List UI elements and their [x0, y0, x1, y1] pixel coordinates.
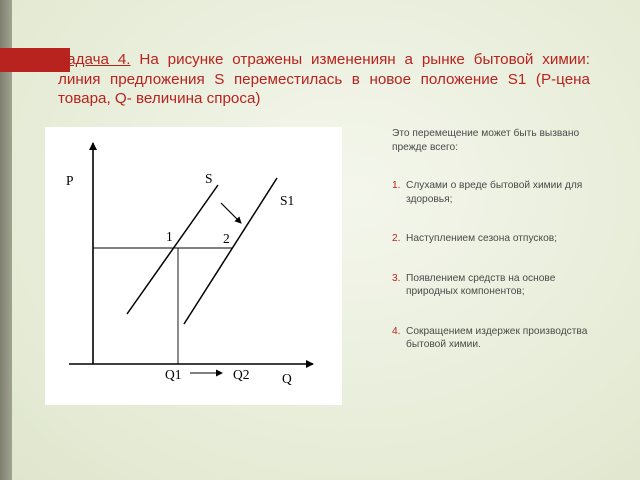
- answer-number: 2.: [392, 233, 401, 244]
- supply-shift-graph: [45, 127, 342, 405]
- task-title: [58, 50, 590, 109]
- answer-item: [392, 232, 607, 246]
- answer-intro: Это перемещение может быть вызвано прежде всего:: [392, 128, 580, 153]
- supply-curve-s1: [184, 178, 277, 324]
- left-decorative-bar: [0, 0, 12, 480]
- answer-item: [392, 179, 607, 206]
- point-1-label: 1: [166, 229, 173, 244]
- shift-arrow: [221, 203, 241, 223]
- q2-label: Q2: [233, 367, 250, 382]
- answer-text: Появлением средств на основе природных компонентов;: [406, 272, 556, 297]
- axis-p-label: P: [66, 173, 74, 188]
- axis-q-label: Q: [282, 371, 292, 386]
- answer-text: Наступлением сезона отпусков;: [406, 233, 557, 244]
- point-2-label: 2: [223, 231, 230, 246]
- answer-item: [392, 272, 607, 299]
- answer-panel: [392, 127, 607, 378]
- answer-list: [392, 179, 607, 352]
- answer-number: 4.: [392, 325, 401, 337]
- task-label: Задача 4.: [58, 51, 131, 68]
- curve-s-label: S: [205, 171, 213, 186]
- curve-s1-label: S1: [280, 193, 295, 208]
- answer-number: 1.: [392, 180, 401, 191]
- answer-text: Слухами о вреде бытовой химии для здоровья;: [406, 180, 583, 205]
- q1-label: Q1: [165, 367, 182, 382]
- answer-number: 3.: [392, 272, 401, 284]
- answer-item: [392, 325, 607, 352]
- supply-curve-s: [127, 185, 218, 314]
- answer-text: Сокращением издержек производства бытовой химии.: [406, 325, 588, 350]
- task-text: На рисунке отражены изменениян а рынке бытовой химии: линия предложения S переместилась в новое положение S1 (P-цена товара, Q- величина спроса): [58, 51, 590, 107]
